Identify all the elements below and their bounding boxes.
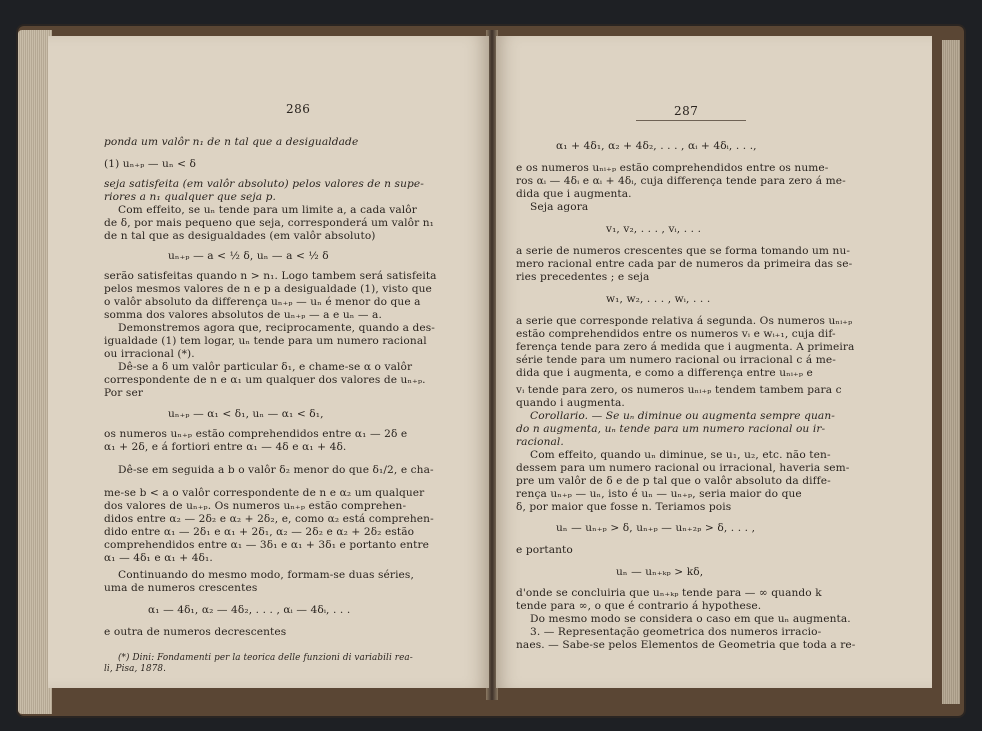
text-line: pre um valôr de δ e de p tal que o valôr absoluto da diffe- [516, 475, 831, 487]
text-line: e os numeros uₙᵢ₊ₚ estão comprehendidos entre os nume- [516, 162, 829, 174]
text-line: (1) uₙ₊ₚ — uₙ < δ [104, 158, 197, 170]
header-rule [636, 120, 746, 121]
text-line: d'onde se concluiria que uₙ₊ₖₚ tende para — ∞ quando k [516, 587, 822, 599]
text-line: a serie de numeros crescentes que se forma tomando um nu- [516, 245, 851, 257]
text-line: α₁ + 2δ, e á fortiori entre α₁ — 4δ e α₁ + 4δ. [104, 441, 347, 453]
text-line: Dê-se em seguida a b o valôr δ₂ menor do que δ₁/2, e cha- [118, 464, 434, 476]
text-line: uₙ — uₙ₊ₖₚ > kδ, [616, 566, 704, 578]
text-line: Seja agora [530, 201, 589, 213]
text-line: somma dos valores absolutos de uₙ₊ₚ — a e uₙ — a. [104, 309, 382, 321]
text-line: de n tal que as desigualdades (em valôr absoluto) [104, 230, 376, 242]
text-line: quando i augmenta. [516, 397, 625, 409]
text-line: dido entre α₁ — 2δ₁ e α₁ + 2δ₁, α₂ — 2δ₂ e α₂ + 2δ₂ estão [104, 526, 415, 538]
text-line: ponda um valôr n₁ de n tal que a desigualdade [104, 136, 359, 148]
text-line: e outra de numeros decrescentes [104, 626, 287, 638]
text-line: os numeros uₙ₊ₚ estão comprehendidos entre α₁ — 2δ e [104, 428, 408, 440]
text-line: de δ, por mais pequeno que seja, corresponderá um valôr n₁ [104, 217, 434, 229]
text-line: α₁ — 4δ₁ e α₁ + 4δ₁. [104, 552, 213, 564]
text-line: dida que i augmenta, e como a differença entre uₙᵢ₊ₚ e [516, 367, 813, 379]
left-page [48, 36, 489, 688]
text-line: δ, por maior que fosse n. Teriamos pois [516, 501, 732, 513]
text-line: mero racional entre cada par de numeros da primeira das se- [516, 258, 853, 270]
text-line: correspondente de n e α₁ um qualquer dos valores de uₙ₊ₚ. [104, 374, 426, 386]
footnote-line: li, Pisa, 1878. [104, 664, 166, 674]
footnote-line: (*) Dini: Fondamenti per la teorica delle funzioni di variabili rea- [118, 653, 413, 663]
left-page-number: 286 [286, 102, 311, 116]
text-line: a serie que corresponde relativa á segunda. Os numeros uₙᵢ₊ₚ [516, 315, 853, 327]
text-line: pelos mesmos valores de n e p a desigualdade (1), visto que [104, 283, 432, 295]
text-line: v₁, v₂, . . . , vᵢ, . . . [606, 223, 702, 235]
text-line: Por ser [104, 387, 143, 399]
text-line: ries precedentes ; e seja [516, 271, 650, 283]
text-line: comprehendidos entre α₁ — 3δ₁ e α₁ + 3δ₁ e portanto entre [104, 539, 430, 551]
text-line: seja satisfeita (em valôr absoluto) pelos valores de n supe- [104, 178, 424, 190]
text-line: Dê-se a δ um valôr particular δ₁, e chame-se α o valôr [118, 361, 413, 373]
text-line: Continuando do mesmo modo, formam-se duas séries, [118, 569, 414, 581]
text-line: Com effeito, se uₙ tende para um limite a, a cada valôr [118, 204, 417, 216]
text-line: me-se b < a o valôr correspondente de n e α₂ um qualquer [104, 487, 425, 499]
text-line: dida que i augmenta. [516, 188, 632, 200]
text-line: rença uₙ₊ₚ — uₙ, isto é uₙ — uₙ₊ₚ, seria maior do que [516, 488, 802, 500]
text-line: racional. [516, 436, 564, 448]
text-line: Com effeito, quando uₙ diminue, se u₁, u₂, etc. não ten- [530, 449, 831, 461]
text-line: 3. — Representação geometrica dos numeros irracio- [530, 626, 822, 638]
text-line: α₁ + 4δ₁, α₂ + 4δ₂, . . . , αᵢ + 4δᵢ, . . ., [556, 140, 757, 152]
text-line: tende para ∞, o que é contrario á hypothese. [516, 600, 762, 612]
page-edges-right [942, 40, 960, 704]
text-line: uma de numeros crescentes [104, 582, 258, 594]
text-line: Demonstremos agora que, reciprocamente, quando a des- [118, 322, 435, 334]
text-line: ou irracional (*). [104, 348, 195, 360]
text-line: Do mesmo modo se considera o caso em que uₙ augmenta. [530, 613, 851, 625]
text-line: uₙ — uₙ₊ₚ > δ, uₙ₊ₚ — uₙ₊₂ₚ > δ, . . . , [556, 522, 756, 534]
text-line: e portanto [516, 544, 573, 556]
text-line: dos valores de uₙ₊ₚ. Os numeros uₙ₊ₚ estão comprehen- [104, 500, 407, 512]
text-line: serão satisfeitas quando n > n₁. Logo tambem será satisfeita [104, 270, 437, 282]
text-line: w₁, w₂, . . . , wᵢ, . . . [606, 293, 711, 305]
text-line: série tende para um numero racional ou irracional c á me- [516, 354, 836, 366]
right-page [496, 36, 932, 688]
text-line: igualdade (1) tem logar, uₙ tende para um numero racional [104, 335, 427, 347]
page-edges-left [18, 30, 52, 714]
text-line: Corollario. — Se uₙ diminue ou augmenta sempre quan- [530, 410, 835, 422]
text-line: naes. — Sabe-se pelos Elementos de Geometria que toda a re- [516, 639, 856, 651]
right-page-number: 287 [674, 104, 699, 118]
text-line: dessem para um numero racional ou irracional, haveria sem- [516, 462, 850, 474]
text-line: uₙ₊ₚ — a < ½ δ, uₙ — a < ½ δ [168, 250, 329, 262]
text-line: didos entre α₂ — 2δ₂ e α₂ + 2δ₂, e, como α₂ está comprehen- [104, 513, 434, 525]
text-line: vᵢ tende para zero, os numeros uₙᵢ₊ₚ tendem tambem para c [516, 384, 842, 396]
text-line: α₁ — 4δ₁, α₂ — 4δ₂, . . . , αᵢ — 4δᵢ, . . . [148, 604, 351, 616]
text-line: riores a n₁ qualquer que seja p. [104, 191, 276, 203]
text-line: estão comprehendidos entre os numeros vᵢ e wᵢ₊₁, cuja dif- [516, 328, 836, 340]
text-line: uₙ₊ₚ — α₁ < δ₁, uₙ — α₁ < δ₁, [168, 408, 324, 420]
text-line: do n augmenta, uₙ tende para um numero racional ou ir- [516, 423, 826, 435]
text-line: ferença tende para zero á medida que i augmenta. A primeira [516, 341, 855, 353]
text-line: ros αᵢ — 4δᵢ e αᵢ + 4δᵢ, cuja differença tende para zero á me- [516, 175, 846, 187]
text-line: o valôr absoluto da differença uₙ₊ₚ — uₙ é menor do que a [104, 296, 421, 308]
